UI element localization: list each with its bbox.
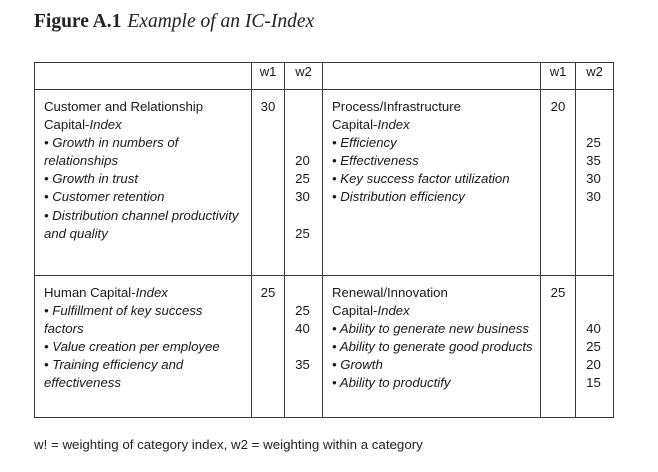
customer-item-4a: • Distribution channel productivity [44,207,239,223]
customer-capital-cell [35,90,252,276]
customer-item-1a: • Growth in numbers of [44,135,179,151]
header-w2-left: w2 [285,63,323,90]
header-blank-left [35,63,252,90]
figure-label: Figure A.1 [34,11,122,32]
process-item-4: • Distribution efficiency [332,189,465,205]
process-w2: 25 35 30 30 [576,90,614,276]
process-item-1: • Efficiency [332,135,397,151]
customer-w2: 20 25 30 25 [285,90,323,276]
process-item-3: • Key success factor utilization [332,171,510,187]
figure-title [34,11,314,33]
header-w2-right: w2 [576,63,614,90]
renewal-w2: 40 25 20 15 [576,275,614,417]
renewal-item-2: • Ability to generate good products [332,339,533,355]
customer-item-3: • Customer retention [44,189,165,205]
human-item-2: • Value creation per employee [44,339,220,355]
process-title-line2: Capital-Index [332,117,410,133]
process-w1: 20 [541,90,576,276]
customer-title-line2: Capital-Index [44,117,122,133]
customer-title-line1: Customer and Relationship [44,99,204,114]
footnote: w! = weighting of category index, w2 = weighting within a category [34,437,423,452]
renewal-title-line1: Renewal/Innovation [332,284,448,300]
process-title-line1: Process/Infrastructure [332,99,461,114]
header-w1-right: w1 [541,63,576,90]
customer-item-2: • Growth in trust [44,171,139,187]
renewal-title-line2: Capital-Index [332,302,410,318]
category-row-1 [35,90,614,276]
renewal-item-3: • Growth [332,357,383,373]
customer-w1: 30 [252,90,285,276]
customer-item-1b: relationships [44,153,119,169]
human-item-3b: effectiveness [44,375,121,391]
human-item-3a: • Training efficiency and [44,357,184,373]
renewal-w1: 25 [541,275,576,417]
header-w1-left: w1 [252,63,285,90]
human-capital-cell [35,275,252,417]
renewal-item-1: • Ability to generate new business [332,321,529,337]
figure-caption: Example of an IC-Index [127,11,315,32]
ic-index-table [34,62,614,418]
process-capital-cell [323,90,541,276]
renewal-capital-cell [323,275,541,417]
header-blank-right [323,63,541,90]
renewal-item-4: • Ability to productify [332,375,451,391]
human-w1: 25 [252,275,285,417]
human-title: Human Capital-Index [44,284,168,300]
human-item-1: • Fulfillment of key success factors [44,302,203,337]
human-w2: 25 40 35 [285,275,323,417]
category-row-2 [35,275,614,417]
customer-item-4b: and quality [44,225,108,241]
process-item-2: • Effectiveness [332,153,419,169]
header-row [35,63,614,90]
